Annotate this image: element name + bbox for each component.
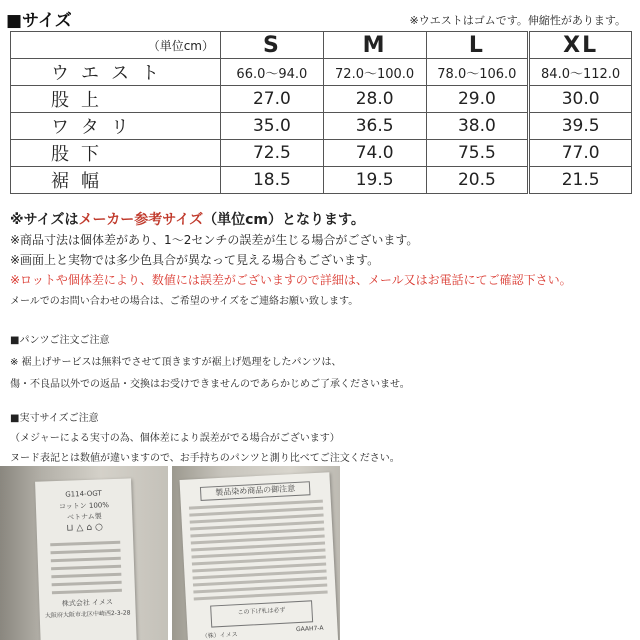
care-label-tag (35, 478, 137, 640)
dye-notice-box-text: この下げ札は必ず (237, 606, 286, 617)
pants-notice-line: ※ 裾上げサービスは無料でさせて頂きますが裾上げ処理をしたパンツは、 (10, 357, 342, 368)
waist-elastic-note: ※ウエストはゴムです。伸縮性があります。 (409, 14, 626, 27)
pants-notice (10, 331, 630, 397)
row-label-hem: 裾幅 (11, 167, 221, 194)
size-header-row (11, 32, 632, 59)
pants-notice-heading: ■パンツご注文ご注意 (10, 335, 110, 346)
size-notes (10, 209, 630, 312)
dye-notice-code: GAAH7-A (295, 624, 324, 634)
size-xl: XL (529, 32, 632, 59)
bleach-icon: △ (76, 523, 84, 534)
table-cell: 74.0 (323, 140, 426, 167)
table-cell: 20.5 (426, 167, 529, 194)
dye-notice-box (210, 600, 313, 627)
section-title: ■サイズ (6, 11, 72, 31)
size-s: S (221, 32, 324, 59)
table-cell: 36.5 (323, 113, 426, 140)
note-email-inquiry: メールでのお問い合わせの場合は、ご希望のサイズをご連絡お願い致します。 (10, 296, 359, 307)
size-m: M (323, 32, 426, 59)
table-cell: 19.5 (323, 167, 426, 194)
table-cell: 66.0～94.0 (221, 59, 324, 86)
size-table (10, 31, 632, 194)
pants-notice-line: 傷・不良品以外での返品・交換はお受けできませんのであらかじめご了承くださいませ。 (10, 379, 410, 390)
tag-address: 大阪府大阪市北区中崎西2-3-28 (44, 609, 131, 620)
measure-notice (10, 409, 630, 469)
note-lot-difference: ※ロットや個体差により、数値には誤差がございますので詳細は、メール又はお電話にてご確認下さい。 (10, 273, 572, 287)
dye-notice-heading: 製品染め商品の御注意 (200, 481, 311, 501)
table-cell: 27.0 (221, 86, 324, 113)
note-maker-size (10, 209, 630, 231)
table-cell: 21.5 (529, 167, 632, 194)
dye-notice-photo (172, 466, 340, 640)
table-cell: 72.0～100.0 (323, 59, 426, 86)
table-cell: 38.0 (426, 113, 529, 140)
wash-icon: ⊔ (66, 523, 74, 534)
row-label-waist: ウエスト (11, 59, 221, 86)
table-cell: 18.5 (221, 167, 324, 194)
tag-origin: ベトナム製 (66, 512, 102, 522)
note-text: （単位cm）となります。 (203, 212, 365, 228)
table-cell: 84.0～112.0 (529, 59, 632, 86)
measure-notice-line: ヌード表記とは数値が違いますので、お手持ちのパンツと測り比べてご注文ください。 (10, 453, 400, 464)
table-cell: 29.0 (426, 86, 529, 113)
table-row-hem (11, 167, 632, 194)
care-icons (37, 521, 133, 538)
table-row-thigh (11, 113, 632, 140)
unit-label: （単位cm） (11, 32, 221, 59)
table-cell: 39.5 (529, 113, 632, 140)
table-cell: 77.0 (529, 140, 632, 167)
table-cell: 78.0～106.0 (426, 59, 529, 86)
measure-notice-line: （メジャーによる実寸の為、個体差により誤差がでる場合がございます） (10, 433, 340, 444)
row-label-inseam: 股下 (11, 140, 221, 167)
dye-notice-tag (180, 472, 339, 640)
table-cell: 75.5 (426, 140, 529, 167)
table-cell: 72.5 (221, 140, 324, 167)
table-cell: 35.0 (221, 113, 324, 140)
tag-maker: 株式会社 イメス (61, 598, 114, 608)
row-label-rise: 股上 (11, 86, 221, 113)
size-l: L (426, 32, 529, 59)
tag-material: コットン 100% (58, 501, 110, 511)
table-row-waist (11, 59, 632, 86)
table-cell: 30.0 (529, 86, 632, 113)
row-label-thigh: ワタリ (11, 113, 221, 140)
iron-icon: ⌂ (86, 522, 93, 533)
note-individual-difference: ※商品寸法は個体差があり、1～2センチの誤差が生じる場合がございます。 (10, 233, 419, 247)
dryclean-icon: ○ (94, 522, 104, 533)
table-row-inseam (11, 140, 632, 167)
measure-notice-heading: ■実寸サイズご注意 (10, 413, 99, 424)
note-highlight: メーカー参考サイズ (78, 212, 204, 228)
note-color-difference: ※画面上と実物では多少色具合が異なって見える場合もございます。 (10, 253, 380, 267)
tag-code: G114-OGT (65, 489, 102, 499)
table-row-rise (11, 86, 632, 113)
note-text: ※サイズは (10, 212, 79, 228)
table-cell: 28.0 (323, 86, 426, 113)
dye-notice-maker: （株）イメス (201, 631, 238, 640)
care-label-photo (0, 466, 168, 640)
